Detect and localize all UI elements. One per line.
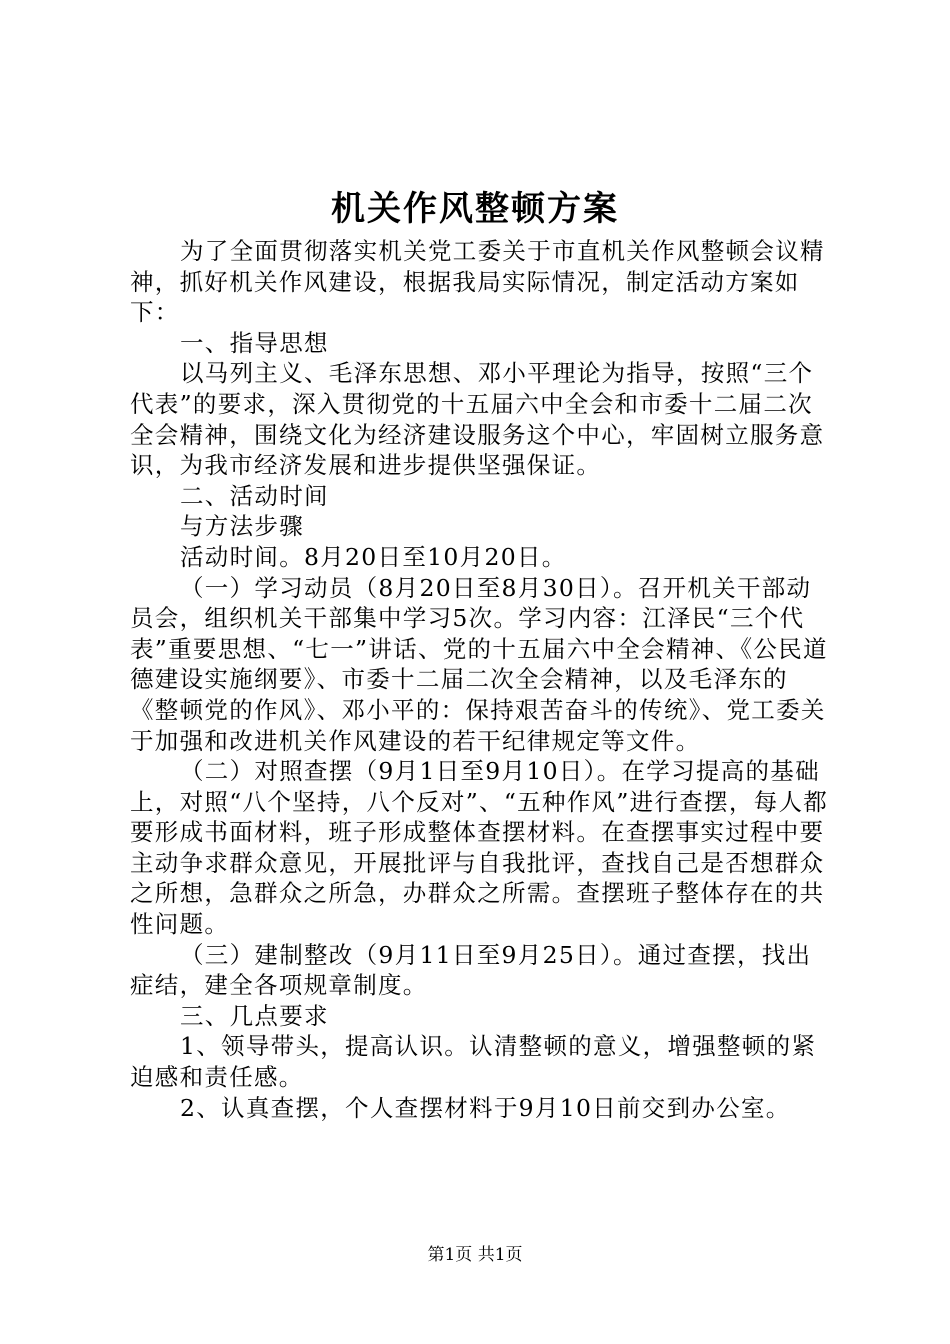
heading-activity-time: 二、活动时间	[180, 481, 329, 510]
document-body	[130, 236, 830, 1123]
heading-requirements: 三、几点要求	[180, 1001, 329, 1030]
paragraph-requirement-two: 2、认真查摆，个人查摆材料于9月10日前交到办公室。	[180, 1093, 791, 1122]
page-footer: 第1页 共1页	[427, 1245, 523, 1265]
paragraph-requirement-one: 1、领导带头，提高认识。认清整顿的意义，增强整顿的紧迫感和责任感。	[130, 1032, 817, 1092]
paragraph-step-two: （二）对照查摆（9月1日至9月10日）。在学习提高的基础上，对照“八个坚持，八个反对”、“五种作风”进行查摆，每人都要形成书面材料，班子形成整体查摆材料。在查摆事实过程中要主动争求群众意见，开展批评与自我批评，查找自己是否想群众之所想，急群众之所急，办群众之所需。查摆班子整体存在的共性问题。	[130, 757, 829, 939]
heading-guiding-thought: 一、指导思想	[180, 328, 329, 357]
paragraph-step-one: （一）学习动员（8月20日至8月30日）。召开机关干部动员会，组织机关干部集中学习5次。学习内容：江泽民“三个代表”重要思想、“七一”讲话、党的十五届六中全会精神、《公民道德建设实施纲要》、市委十二届二次全会精神，以及毛泽东的《整顿党的作风》、邓小平的：保持艰苦奋斗的传统》、党工委关于加强和改进机关作风建设的若干纪律规定等文件。	[130, 573, 828, 755]
paragraph-activity-time: 活动时间。8月20日至10月20日。	[180, 542, 567, 571]
document-title: 机关作风整顿方案	[331, 189, 619, 229]
paragraph-guiding-thought: 以马列主义、毛泽东思想、邓小平理论为指导，按照“三个代表”的要求，深入贯彻党的十五届六中全会和市委十二届二次全会精神，围绕文化为经济建设服务这个中心，牢固树立服务意识，为我市经济发展和进步提供坚强保证。	[130, 359, 825, 480]
paragraph-step-three: （三）建制整改（9月11日至9月25日）。通过查摆，找出症结，建全各项规章制度。	[130, 940, 812, 1000]
paragraph-intro: 为了全面贯彻落实机关党工委关于市直机关作风整顿会议精神，抓好机关作风建设，根据我局实际情况，制定活动方案如下：	[130, 237, 825, 327]
heading-methods: 与方法步骤	[180, 512, 304, 541]
